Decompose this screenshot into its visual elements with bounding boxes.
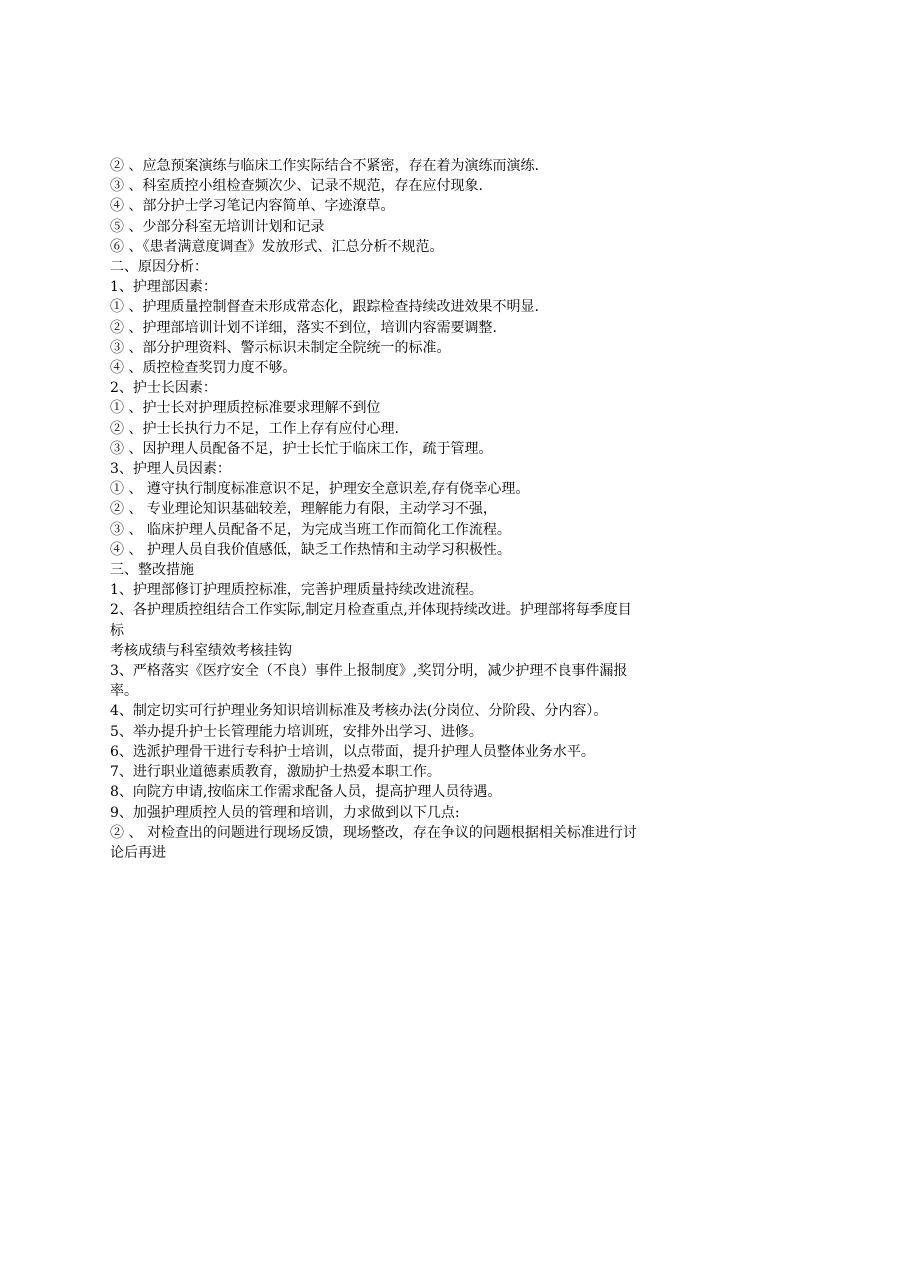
text-line: 率。 (110, 683, 138, 700)
text-line: ③ 、 临床护理人员配备不足，为完成当班工作而简化工作流程。 (110, 521, 511, 538)
text-line: 2、各护理质控组结合工作实际,制定月检查重点,并体现持续改进。护理部将每季度目 (110, 602, 632, 619)
text-line: ② 、 对检查出的问题进行现场反馈，现场整改，存在争议的问题根据相关标准进行讨 (110, 824, 637, 841)
text-line: ② 、护理部培训计划不详细，落实不到位，培训内容需要调整. (110, 319, 497, 336)
section-heading: 二、原因分析： (110, 259, 208, 276)
text-line: 4、制定切实可行护理业务知识培训标准及考核办法(分岗位、分阶段、分内容）。 (110, 703, 608, 720)
text-line: 考核成绩与科室绩效考核挂钩 (110, 642, 292, 659)
text-line: 标 (110, 622, 124, 639)
text-line: ① 、 遵守执行制度标准意识不足，护理安全意识差,存有侥幸心理。 (110, 481, 530, 498)
text-line: ② 、 专业理论知识基础较差，理解能力有限，主动学习不强， (110, 501, 497, 518)
text-line: ④ 、质控检查奖罚力度不够。 (110, 360, 297, 377)
text-line: ⑥ 、《患者满意度调查》发放形式、汇总分析不规范。 (110, 238, 444, 255)
text-line: 论后再进 (110, 844, 166, 861)
subsection-heading: 3、护理人员因素： (110, 461, 231, 478)
text-line: 3、严格落实《医疗安全（不良）事件上报制度》,奖罚分明，减少护理不良事件漏报 (110, 663, 628, 680)
text-line: ④ 、 护理人员自我价值感低，缺乏工作热情和主动学习积极性。 (110, 541, 511, 558)
subsection-heading: 1、护理部因素： (110, 279, 217, 296)
text-line: 7、进行职业道德素质教育，激励护士热爱本职工作。 (110, 764, 441, 781)
text-line: ③ 、部分护理资料、警示标识未制定全院统一的标准。 (110, 339, 451, 356)
text-line: ④ 、部分护士学习笔记内容简单、字迹潦草。 (110, 198, 395, 215)
text-line: 5、举办提升护士长管理能力培训班，安排外出学习、进修。 (110, 723, 483, 740)
text-line: ② 、护士长执行力不足，工作上存有应付心理. (110, 420, 399, 437)
text-line: ① 、护士长对护理质控标准要求理解不到位 (110, 400, 381, 417)
text-line: 8、向院方申请,按临床工作需求配备人员，提高护理人员待遇。 (110, 784, 502, 801)
subsection-heading: 2、护士长因素： (110, 380, 217, 397)
text-line: ① 、护理质量控制督查未形成常态化，跟踪检查持续改进效果不明显. (110, 299, 539, 316)
text-line: ③ 、科室质控小组检查频次少、记录不规范，存在应付现象. (110, 178, 483, 195)
text-line: 9、加强护理质控人员的管理和培训，力求做到以下几点: (110, 804, 460, 821)
text-line: ⑤ 、少部分科室无培训计划和记录 (110, 218, 325, 235)
text-line: 1、护理部修订护理质控标准，完善护理质量持续改进流程。 (110, 582, 483, 599)
section-heading: 三、整改措施 (110, 562, 194, 579)
text-line: 6、选派护理骨干进行专科护士培训，以点带面，提升护理人员整体业务水平。 (110, 743, 595, 760)
text-line: ③ 、因护理人员配备不足，护士长忙于临床工作，疏于管理。 (110, 440, 493, 457)
text-line: ② 、应急预案演练与临床工作实际结合不紧密，存在着为演练而演练. (110, 158, 539, 174)
document-body (110, 156, 730, 863)
